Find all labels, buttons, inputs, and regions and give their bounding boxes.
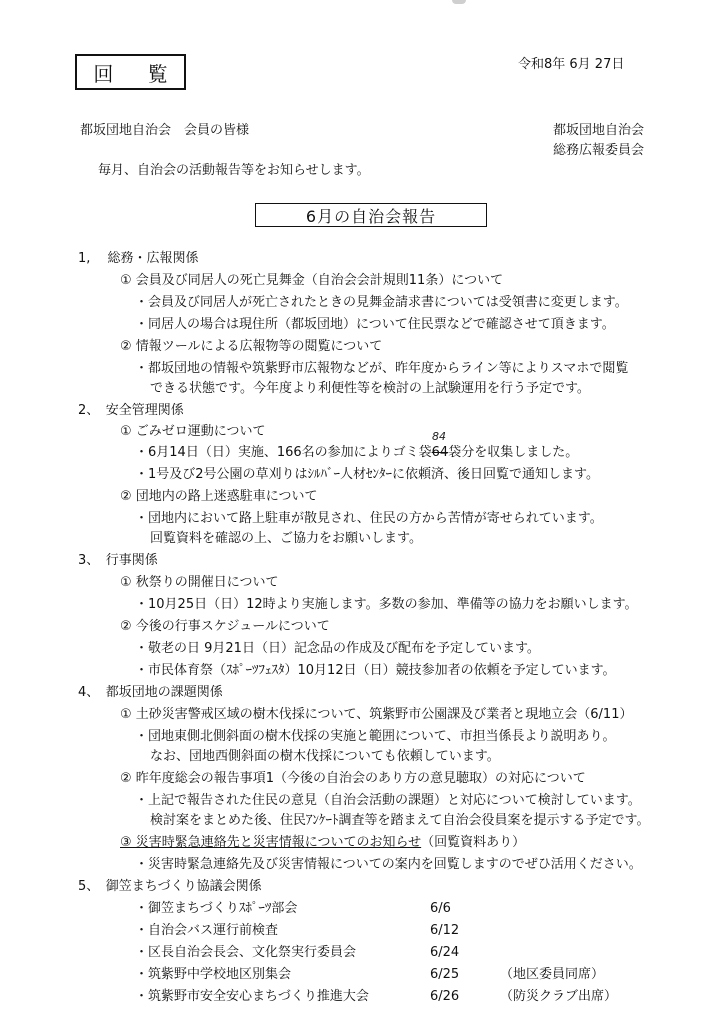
schedule-note: （防災クラブ出席）: [500, 989, 618, 1004]
intro-text: 毎月、自治会の活動報告等をお知らせします。: [98, 163, 370, 178]
kairan-label: 回 覧: [75, 54, 186, 90]
report-title: 6月の自治会報告: [255, 203, 487, 227]
schedule-date: 6/12: [430, 923, 460, 938]
schedule-event: ・区長自治会長会、文化祭実行委員会: [135, 945, 357, 960]
bullet-line: ・1号及び2号公園の草刈りはｼﾙﾊﾞｰ人材ｾﾝﾀｰに依頼済、後日回覧で通知します。: [135, 467, 600, 482]
schedule-date: 6/24: [430, 945, 460, 960]
section-heading: 4、 都坂団地の課題関係: [78, 685, 223, 700]
item-heading: ② 今後の行事スケジュールについて: [120, 619, 330, 634]
continuation-line: 回覧資料を確認の上、ご協力をお願いします。: [150, 531, 422, 546]
bullet-line-with-correction: [135, 444, 578, 462]
bullet-line: ・会員及び同居人が死亡されたときの見舞金請求書については受領書に変更します。: [135, 295, 628, 310]
item-heading: ① 秋祭りの開催日について: [120, 575, 279, 590]
bullet-line: ・団地内において路上駐車が散見され、住民の方から苦情が寄せられています。: [135, 511, 603, 526]
continuation-line: できる状態です。今年度より利便性等を検討の上試験運用を行う予定です。: [150, 381, 590, 396]
item-heading-underlined: [120, 834, 525, 852]
bullet-line: ・都坂団地の情報や筑紫野市広報物などが、昨年度からライン等によりスマホで閲覧: [135, 361, 629, 376]
struck-number: 64: [431, 445, 449, 460]
bullet-line: ・同居人の場合は現住所（都坂団地）について住民票などで確認させて頂きます。: [135, 317, 615, 332]
sender-committee: 総務広報委員会: [553, 143, 645, 158]
line-text-after: 袋分を収集しました。: [448, 445, 579, 460]
continuation-line: なお、団地西側斜面の樹木伐採についても依頼しています。: [150, 749, 500, 764]
addressee: 都坂団地自治会 会員の皆様: [80, 123, 250, 138]
schedule-date: 6/26: [430, 989, 460, 1004]
schedule-date: 6/25: [430, 967, 460, 982]
sender-org: 都坂団地自治会: [553, 123, 645, 138]
continuation-line: 検討案をまとめた後、住民ｱﾝｹｰﾄ調査等を踏まえて自治会役員案を提示する予定です。: [150, 813, 650, 828]
section-heading: 2、 安全管理関係: [78, 403, 184, 418]
bullet-line: ・敬老の日 9月21日（日）記念品の作成及び配布を予定しています。: [135, 641, 540, 656]
item-heading: ① 会員及び同居人の死亡見舞金（自治会会計規則11条）について: [120, 273, 504, 288]
document-date: 令和8年 6月 27日: [518, 57, 625, 72]
section-heading: 3、 行事関係: [78, 553, 158, 568]
item-heading: ② 団地内の路上迷惑駐車について: [120, 489, 318, 504]
handwritten-correction: 84: [432, 430, 446, 443]
schedule-event: ・筑紫野中学校地区別集会: [135, 967, 292, 982]
schedule-event: ・筑紫野市安全安心まちづくり推進大会: [135, 989, 369, 1004]
bullet-line: ・上記で報告された住民の意見（自治会活動の課題）と対応について検討しています。: [135, 793, 641, 808]
item-heading: ② 情報ツールによる広報物等の閲覧について: [120, 339, 383, 354]
schedule-note: （地区委員同席）: [500, 967, 605, 982]
scan-mark: [452, 0, 466, 4]
schedule-event: ・御笠まちづくりｽﾎﾟｰﾂ部会: [135, 901, 298, 916]
underlined-text: ③ 災害時緊急連絡先と災害情報についてのお知らせ: [120, 835, 422, 850]
line-text-after: （回覧資料あり）: [421, 835, 526, 850]
line-text-before: ・6月14日（日）実施、166名の参加によりゴミ袋: [135, 445, 432, 460]
schedule-event: ・自治会バス運行前検査: [135, 923, 279, 938]
item-heading: ① ごみゼロ運動について: [120, 424, 266, 439]
bullet-line: ・市民体育祭（ｽﾎﾟｰﾂﾌｪｽﾀ）10月12日（日）競技参加者の依頼を予定しています。: [135, 663, 616, 678]
item-heading: ② 昨年度総会の報告事項1（今後の自治会のあり方の意見聴取）の対応について: [120, 771, 586, 786]
bullet-line: ・災害時緊急連絡先及び災害情報についての案内を回覧しますのでぜひ活用ください。: [135, 857, 642, 872]
bullet-line: ・団地東側北側斜面の樹木伐採の実施と範囲について、市担当係長より説明あり。: [135, 729, 616, 744]
bullet-line: ・10月25日（日）12時より実施します。多数の参加、準備等の協力をお願いします。: [135, 597, 638, 612]
schedule-date: 6/6: [430, 901, 451, 916]
item-heading: ① 土砂災害警戒区域の樹木伐採について、筑紫野市公園課及び業者と現地立会（6/11）: [120, 707, 633, 722]
section-heading: 5、 御笠まちづくり協議会関係: [78, 879, 262, 894]
section-heading: 1, 総務・広報関係: [78, 251, 199, 266]
